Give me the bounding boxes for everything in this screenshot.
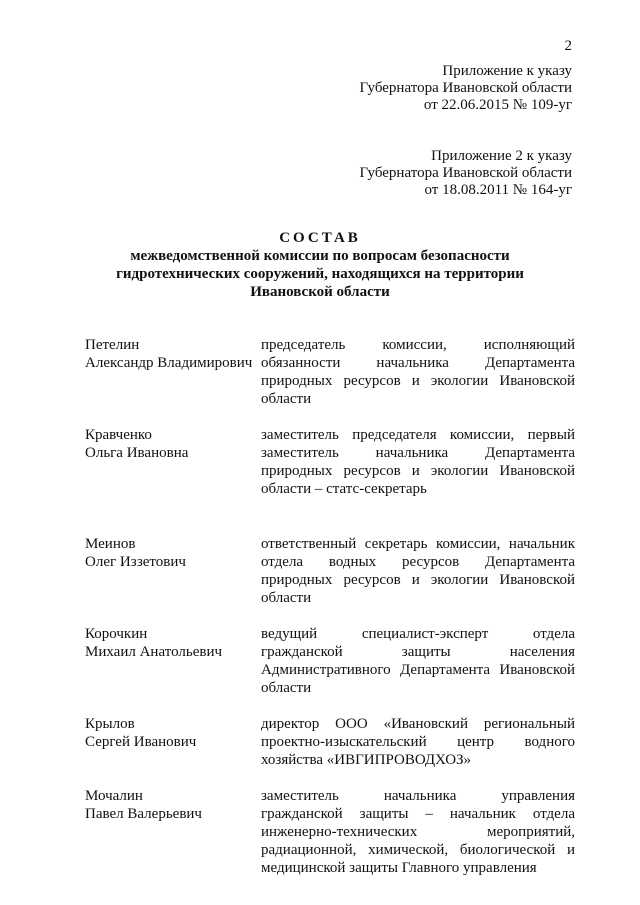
member-name <box>85 426 261 498</box>
member-surname: Кравченко <box>85 427 152 443</box>
member-surname: Корочкин <box>85 626 148 642</box>
appendix-line: от 22.06.2015 № 109-уг <box>423 97 572 113</box>
appendix-line: от 18.08.2011 № 164-уг <box>424 182 572 198</box>
appendix-line: Приложение к указу <box>442 63 572 79</box>
member-given-name: Александр Владимирович <box>85 355 253 371</box>
member-row <box>85 715 575 769</box>
title-line: Ивановской области <box>250 284 390 300</box>
member-role: председатель комиссии, исполняющий обязанности начальника Департамента природных ресурсов и экологии Ивановской области <box>261 337 575 407</box>
members-list <box>85 336 575 877</box>
member-given-name: Сергей Иванович <box>85 734 197 750</box>
appendix-reference-original <box>359 148 572 199</box>
appendix-line: Приложение 2 к указу <box>431 148 572 164</box>
member-row <box>85 535 575 607</box>
member-row <box>85 625 575 697</box>
member-role: ответственный секретарь комиссии, начальник отдела водных ресурсов Департамента природных ресурсов и экологии Ивановской области <box>261 536 575 606</box>
member-name <box>85 787 261 877</box>
member-surname: Крылов <box>85 716 135 732</box>
title-line: межведомственной комиссии по вопросам безопасности <box>130 248 510 264</box>
member-surname: Петелин <box>85 337 140 353</box>
member-name <box>85 336 261 408</box>
appendix-line: Губернатора Ивановской области <box>359 165 572 181</box>
member-role: директор ООО «Ивановский региональный проектно-изыскательский центр водного хозяйства «ИВГИПРОВОДХОЗ» <box>261 716 575 768</box>
member-role: ведущий специалист-эксперт отдела гражданской защиты населения Административного Департамента Ивановской области <box>261 626 575 696</box>
member-given-name: Олег Иззетович <box>85 554 186 570</box>
title-line: гидротехнических сооружений, находящихся на территории <box>116 266 524 282</box>
member-given-name: Михаил Анатольевич <box>85 644 223 660</box>
member-row <box>85 787 575 877</box>
member-given-name: Павел Валерьевич <box>85 806 202 822</box>
member-given-name: Ольга Ивановна <box>85 445 189 461</box>
member-row <box>85 336 575 408</box>
member-surname: Меинов <box>85 536 136 552</box>
member-name <box>85 535 261 607</box>
page-number: 2 <box>564 38 572 54</box>
appendix-line: Губернатора Ивановской области <box>359 80 572 96</box>
title-heading: СОСТАВ <box>279 230 361 246</box>
document-title <box>0 229 640 301</box>
member-surname: Мочалин <box>85 788 143 804</box>
member-name <box>85 715 261 769</box>
appendix-reference-current <box>359 63 572 114</box>
member-role: заместитель председателя комиссии, первый заместитель начальника Департамента природных ресурсов и экологии Ивановской области – статс-секретарь <box>261 427 575 497</box>
member-role: заместитель начальника управления гражданской защиты – начальник отдела инженерно-технических мероприятий, радиационной, химической, биологической и медицинской защиты Главного управления <box>261 788 575 876</box>
member-name <box>85 625 261 697</box>
member-row <box>85 426 575 498</box>
